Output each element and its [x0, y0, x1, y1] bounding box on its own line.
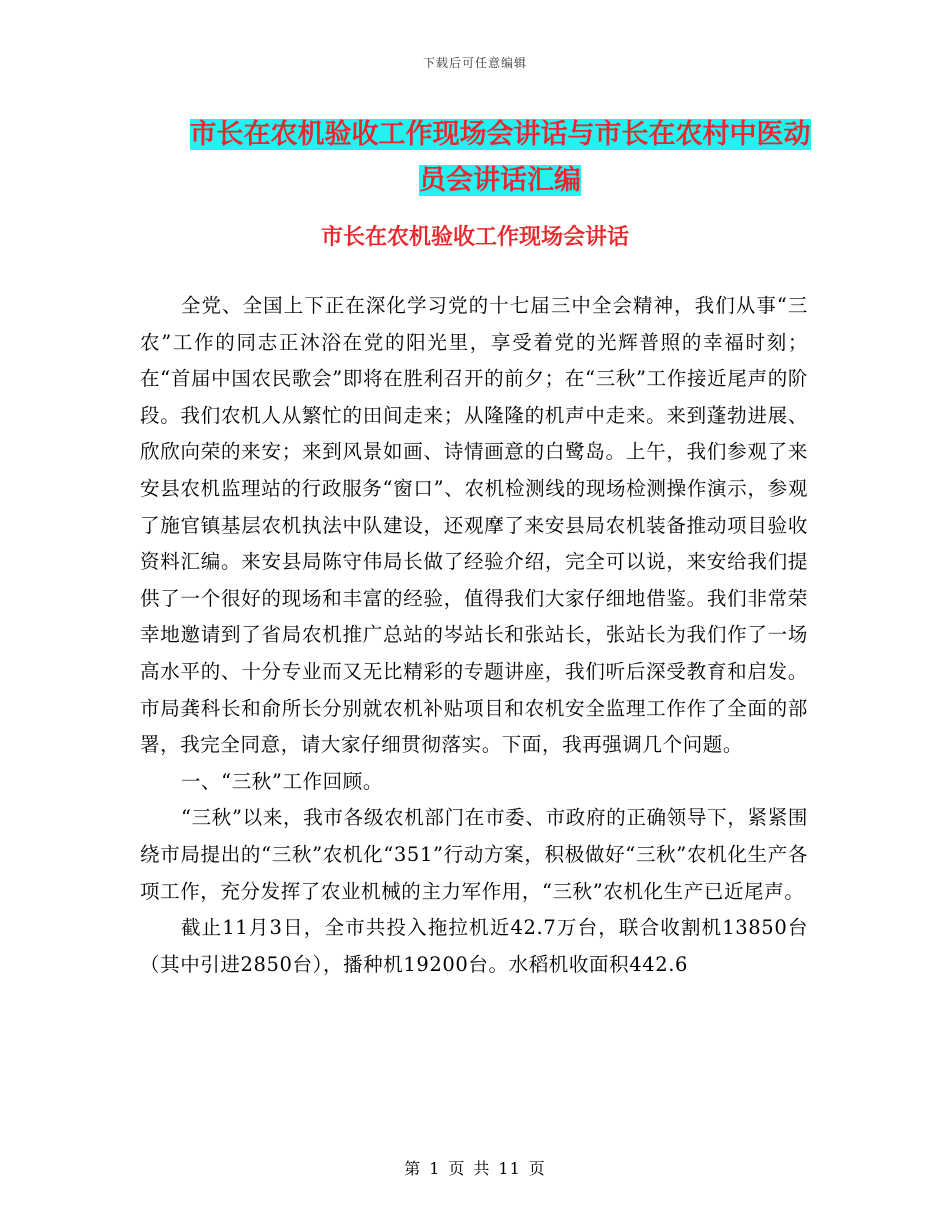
- page-footer: [0, 1156, 950, 1179]
- main-title-line2: 员会讲话汇编: [419, 165, 581, 196]
- paragraph: 截止11月3日，全市共投入拖拉机近42.7万台，联合收割机13850台（其中引进2850台），播种机19200台。水稻机收面积442.6: [140, 916, 808, 976]
- paragraph: “三秋”以来，我市各级农机部门在市委、市政府的正确领导下，紧紧围绕市局提出的“三秋”农机化“351”行动方案，积极做好“三秋”农机化生产各项工作，充分发挥了农业机械的主力军作用，“三秋”农机化生产已近尾声。: [140, 806, 808, 903]
- footer-page-number: 1: [429, 1159, 441, 1178]
- footer-total-unit: 页: [528, 1159, 546, 1178]
- section-heading: 一、“三秋”工作回顾。: [180, 769, 383, 793]
- section-title: 市长在农机验收工作现场会讲话: [320, 224, 629, 250]
- footer-total-label: 共: [473, 1159, 491, 1178]
- main-title-line1: 市长在农机验收工作现场会讲话与市长在农村中医动: [189, 119, 811, 150]
- footer-total-pages: 11: [498, 1159, 521, 1178]
- paragraph: 全党、全国上下正在深化学习党的十七届三中全会精神，我们从事“三农”工作的同志正沐浴在党的阳光里，享受着党的光辉普照的幸福时刻；在“首届中国农民歌会”即将在胜利召开的前夕；在“三秋”工作接近尾声的阶段。我们农机人从繁忙的田间走来；从隆隆的机声中走来。来到蓬勃进展、欣欣向荣的来安；来到风景如画、诗情画意的白鹭岛。上午，我们参观了来安县农机监理站的行政服务“窗口”、农机检测线的现场检测操作演示，参观了施官镇基层农机执法中队建设，还观摩了来安县局农机装备推动项目验收资料汇编。来安县局陈守伟局长做了经验介绍，完全可以说，来安给我们提供了一个很好的现场和丰富的经验，值得我们大家仔细地借鉴。我们非常荣幸地邀请到了省局农机推广总站的岑站长和张站长，张站长为我们作了一场高水平的、十分专业而又无比精彩的专题讲座，我们听后深受教育和启发。市局龚科长和俞所长分别就农机补贴项目和农机安全监理工作作了全面的部署，我完全同意，请大家仔细贯彻落实。下面，我再强调几个问题。: [140, 294, 808, 757]
- body-text: [140, 288, 808, 983]
- main-title: [140, 112, 860, 204]
- header-note: 下载后可任意编辑: [422, 56, 527, 70]
- footer-page-label: 第: [404, 1159, 422, 1178]
- footer-page-unit: 页: [448, 1159, 466, 1178]
